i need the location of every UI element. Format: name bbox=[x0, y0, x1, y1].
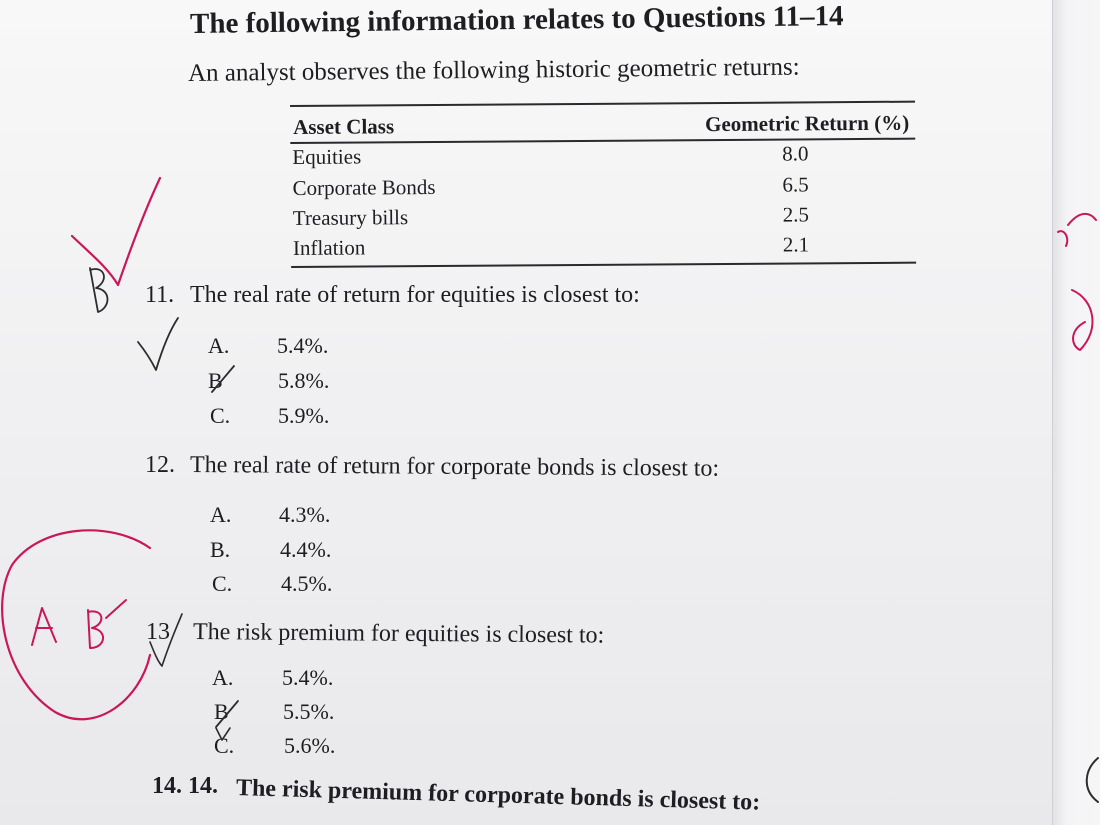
q13-option-a-value: 5.4%. bbox=[282, 665, 334, 690]
pink-slash-icon bbox=[106, 600, 126, 618]
q11-option-a-value: 5.4%. bbox=[277, 333, 329, 358]
table-bottom-rule bbox=[291, 262, 916, 268]
header-asset-class: Asset Class bbox=[293, 114, 395, 139]
q12-option-b-letter: B. bbox=[210, 537, 231, 562]
section-heading: The following information relates to Questions 11–14 bbox=[189, 0, 844, 40]
pencil-checkmark-icon bbox=[138, 318, 178, 370]
row-value-inflation: 2.1 bbox=[782, 232, 810, 257]
question-12-text: The real rate of return for corporate bonds is closest to: bbox=[189, 452, 720, 482]
question-13-text: The risk premium for equities is closest to: bbox=[192, 619, 605, 649]
question-13-number: 13 bbox=[146, 619, 170, 645]
q12-option-a-letter: A. bbox=[210, 502, 232, 527]
pink-letter-b-icon bbox=[88, 610, 103, 648]
row-asset-treasury-bills: Treasury bills bbox=[292, 205, 409, 230]
pink-circle-icon bbox=[2, 530, 150, 719]
q11-option-a-letter: A. bbox=[208, 333, 230, 358]
q13-option-c-value: 5.6%. bbox=[284, 733, 336, 758]
table-top-rule bbox=[290, 101, 915, 107]
q13-option-a-letter: A. bbox=[212, 665, 234, 690]
question-11-number: 11. bbox=[145, 282, 175, 308]
q13-option-c-letter: C. bbox=[214, 733, 235, 758]
row-asset-equities: Equities bbox=[292, 144, 362, 169]
row-value-treasury-bills: 2.5 bbox=[782, 202, 809, 227]
question-11-text: The real rate of return for equities is closest to: bbox=[190, 282, 640, 308]
pink-letter-a-icon bbox=[32, 608, 56, 645]
q11-option-c-value: 5.9%. bbox=[278, 403, 330, 428]
pencil-letter-b-icon bbox=[90, 268, 108, 312]
q13-option-b-letter: B bbox=[214, 699, 229, 724]
pink-checkmark-icon bbox=[72, 178, 160, 285]
q11-option-b-value: 5.8%. bbox=[278, 368, 330, 393]
header-geometric-return: Geometric Return (%) bbox=[704, 110, 910, 137]
row-asset-inflation: Inflation bbox=[292, 235, 366, 260]
q12-option-a-value: 4.3%. bbox=[279, 502, 331, 527]
adjacent-page-edge bbox=[1052, 0, 1100, 825]
row-value-corporate-bonds: 6.5 bbox=[782, 172, 809, 197]
intro-text: An analyst observes the following historic geometric returns: bbox=[187, 53, 800, 87]
q12-option-c-value: 4.5%. bbox=[281, 571, 333, 596]
q13-option-b-value: 5.5%. bbox=[283, 699, 335, 724]
q11-option-b-letter: B bbox=[208, 368, 223, 393]
question-12-number: 12. bbox=[145, 452, 175, 478]
row-asset-corporate-bonds: Corporate Bonds bbox=[292, 174, 436, 200]
question-14-text: The risk premium for corporate bonds is closest to: bbox=[235, 775, 761, 816]
q12-option-c-letter: C. bbox=[212, 571, 233, 596]
q11-option-c-letter: C. bbox=[210, 403, 231, 428]
question-14-number: 14. 14. bbox=[152, 773, 218, 799]
q12-option-b-value: 4.4%. bbox=[280, 537, 332, 562]
returns-table bbox=[290, 99, 916, 273]
row-value-equities: 8.0 bbox=[782, 141, 809, 166]
